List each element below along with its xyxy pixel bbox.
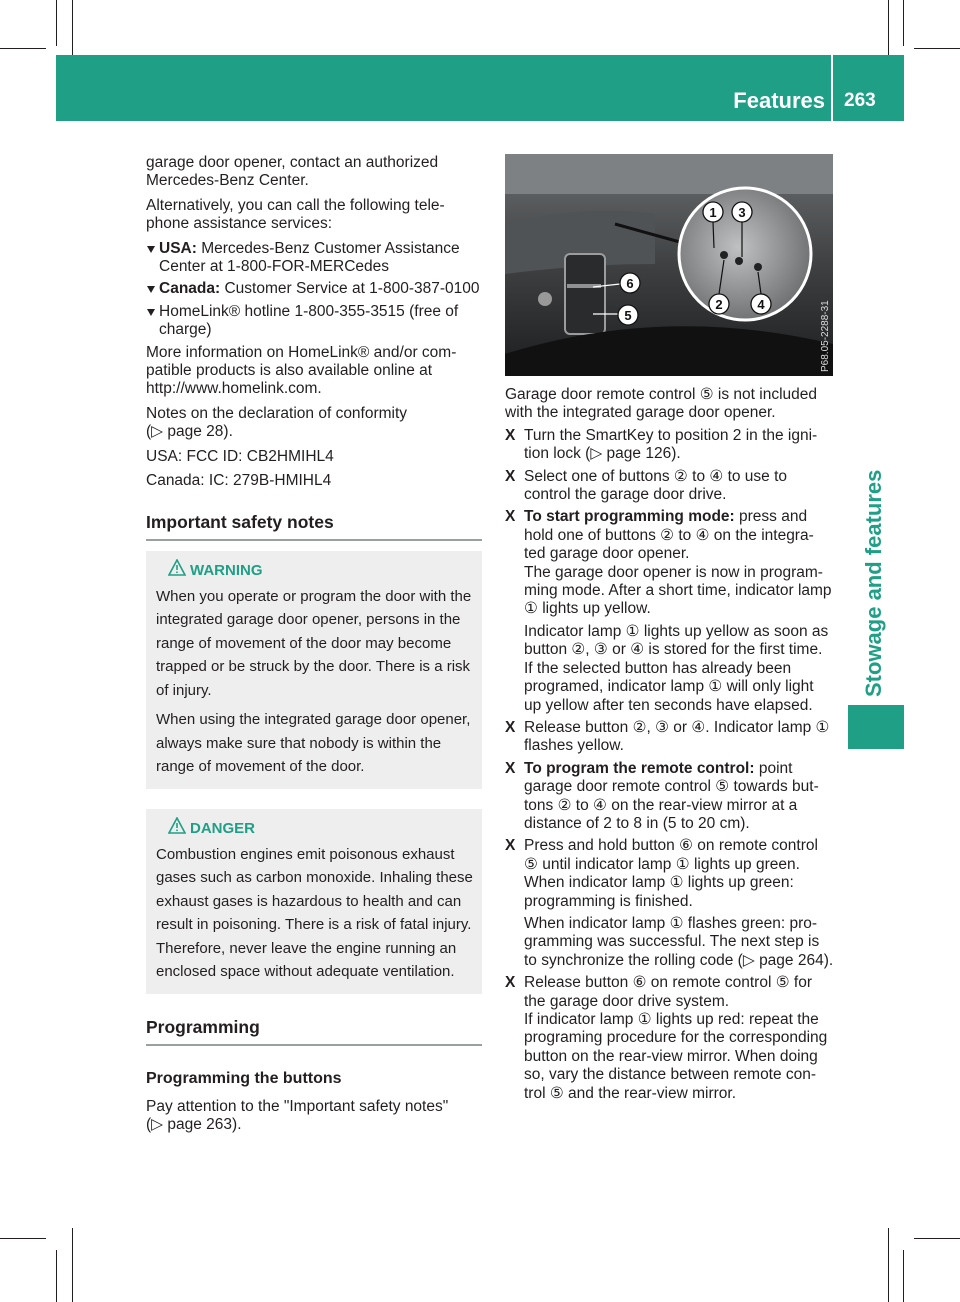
buttons-heading: Programming the buttons — [146, 1069, 342, 1087]
conformity-page-ref[interactable]: (▷ page 28). — [146, 423, 233, 441]
callout-2 — [709, 294, 729, 314]
instruction-step: X Release button ⑥ on remote control ⑤ for the garage door drive system. If indicator lamp ① lights up red: repeat the programing procedure for the corresponding button on the rear-view mirror. When doing so, vary the distance between remote con-trol ⑤ and the rear-view mirror. — [505, 974, 828, 1102]
intro-text: garage door opener, contact an authorized Mercedes-Benz Center. — [146, 154, 439, 190]
warning-title: WARNING — [190, 561, 263, 579]
usa-fcc-id: USA: FCC ID: CB2HMIHL4 — [146, 447, 334, 465]
header-divider — [831, 55, 833, 121]
list-item: USA: Mercedes-Benz Customer Assistance Center at 1-800-FOR-MERCedes — [146, 240, 482, 277]
section-title: Features — [733, 88, 825, 113]
crop-mark — [56, 1250, 57, 1302]
garage-opener-figure — [505, 154, 833, 376]
list-item: HomeLink® hotline 1-800-355-3515 (free of charge) — [146, 303, 482, 340]
svg-text:3: 3 — [738, 205, 746, 220]
danger-title: DANGER — [190, 819, 256, 837]
crop-mark — [903, 1250, 904, 1302]
callout-1 — [703, 202, 723, 222]
crop-mark — [888, 0, 889, 60]
page-number: 263 — [844, 90, 876, 111]
figure-code: P68.05-2288-31 — [820, 300, 831, 372]
svg-text:1: 1 — [709, 205, 717, 220]
callout-3 — [732, 202, 752, 222]
figure-caption: Garage door remote control ⑤ is not included with the integrated garage door opener. — [505, 386, 818, 422]
more-info-text: More information on HomeLink® and/or com-patible products is also available online at http://www.homelink.com. — [146, 343, 457, 398]
safety-heading: Important safety notes — [146, 511, 334, 532]
instruction-step: X To start programming mode: press and hold one of buttons ② to ④ on the integra-ted garage door opener. The garage door opener is now in program-ming mode. After a short time, indicator lamp ① lights up yellow. Indicator lamp ① lights up yellow as soon as button ②, ③ or ④ is stored for the first time. If the selected button has already been programed, indicator lamp ① will only light up yellow after ten seconds have elapsed. — [505, 508, 832, 714]
svg-text:5: 5 — [624, 308, 632, 323]
side-tab-marker — [848, 705, 904, 749]
instruction-step: X To program the remote control: point garage door remote control ⑤ towards but-tons ② to ④ on the rear-view mirror at a distance of 2 to 8 in (5 to 20 cm). — [505, 759, 819, 832]
crop-mark — [888, 1228, 889, 1302]
crop-mark — [72, 0, 73, 60]
figure-callouts — [505, 154, 833, 376]
instruction-step: X Press and hold button ⑥ on remote control ⑤ until indicator lamp ① lights up green. When indicator lamp ① lights up green: programming is finished. When indicator lamp ① flashes green: pro-gramming was successful. The next step is to synchronize the rolling code (▷ page 264). — [505, 837, 834, 969]
crop-mark — [914, 48, 960, 49]
svg-text:2: 2 — [715, 297, 723, 312]
left-column — [146, 154, 482, 1140]
crop-mark — [56, 0, 57, 46]
instruction-step: X Select one of buttons ② to ④ to use to control the garage door drive. — [505, 467, 788, 504]
svg-text:6: 6 — [626, 276, 634, 291]
warning-text: When using the integrated garage door opener, always make sure that nobody is within the range of movement of the door. — [156, 711, 471, 775]
crop-mark — [914, 1238, 960, 1239]
warning-icon — [168, 559, 186, 576]
list-item: Canada: Customer Service at 1-800-387-0100 — [146, 280, 482, 298]
danger-box — [146, 809, 482, 994]
warning-box — [146, 551, 482, 789]
instruction-step: X Turn the SmartKey to position 2 in the igni-tion lock (▷ page 126). — [505, 426, 818, 463]
callout-4 — [751, 294, 771, 314]
callout-5 — [618, 305, 638, 325]
canada-ic-id: Canada: IC: 279B-HMIHL4 — [146, 472, 332, 490]
danger-text: Combustion engines emit poisonous exhaust gases such as carbon monoxide. Inhaling these exhaust gases is hazardous to health and can result in poisoning. There is a risk of fatal injury. Therefore, never leave the engine running an enclosed space without adequate ventilation. — [156, 845, 473, 980]
warning-text: When you operate or program the door with the integrated garage door opener, persons in the range of movement of the door may become trapped or be struck by the door. There is a risk of injury. — [156, 587, 472, 699]
programming-heading: Programming — [146, 1016, 260, 1037]
alternatively-text: Alternatively, you can call the following tele-phone assistance services: — [146, 196, 445, 233]
right-column — [505, 386, 835, 1107]
instruction-step: X Release button ②, ③ or ④. Indicator lamp ① flashes yellow. — [505, 718, 830, 755]
buttons-text: Pay attention to the "Important safety notes" — [146, 1097, 449, 1115]
danger-icon — [168, 817, 186, 834]
crop-mark — [903, 0, 904, 46]
svg-text:4: 4 — [757, 297, 765, 312]
callout-6 — [620, 273, 640, 293]
crop-mark — [0, 1238, 46, 1239]
buttons-page-ref[interactable]: (▷ page 263). — [146, 1115, 242, 1133]
crop-mark — [0, 48, 46, 49]
side-tab-label: Stowage and features — [861, 469, 886, 697]
conformity-notes: Notes on the declaration of conformity — [146, 404, 408, 422]
crop-mark — [72, 1228, 73, 1302]
